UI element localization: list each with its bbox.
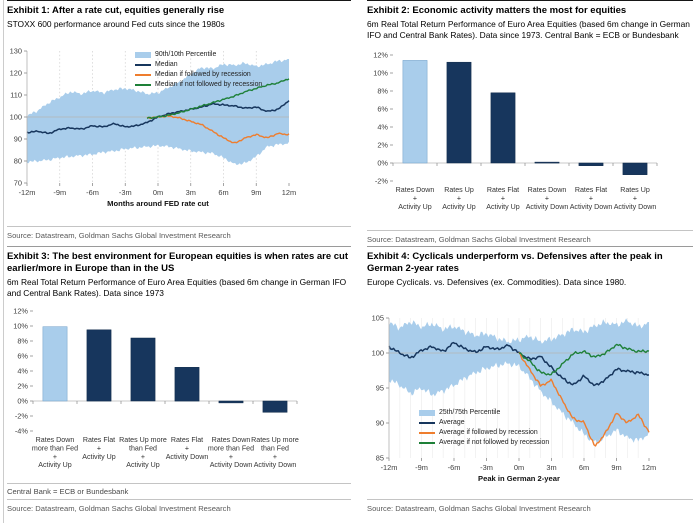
exhibit-1-subtitle: STOXX 600 performance around Fed cuts since the 1980s xyxy=(7,18,225,29)
legend-label: Average if not followed by recession xyxy=(439,438,550,446)
y-tick-label: 80 xyxy=(13,156,22,166)
legend-item xyxy=(419,409,549,418)
y-tick-label: 0% xyxy=(17,396,28,406)
exhibit-2-title: Exhibit 2: Economic activity matters the most for equities xyxy=(367,5,627,16)
chart-legend xyxy=(135,51,262,90)
x-tick-label: 9m xyxy=(251,187,262,197)
x-tick-label: 3m xyxy=(546,462,557,472)
y-tick-label: 85 xyxy=(375,453,384,463)
exhibit-3-source: Source: Datastream, Goldman Sachs Global Investment Research xyxy=(7,499,351,519)
bar xyxy=(175,367,199,401)
x-tick-label: -12m xyxy=(18,187,36,197)
legend-item xyxy=(135,71,262,80)
y-tick-label: 8% xyxy=(377,86,388,96)
x-category-label: Rates Down more than Fed + Activity Down xyxy=(207,435,255,469)
y-tick-label: -2% xyxy=(374,176,388,186)
exhibit-3-title: Exhibit 3: The best environment for European equities is when rates are cut earlier/more in Europe than in the US xyxy=(7,251,349,274)
exhibit-3-svg xyxy=(7,305,351,477)
exhibit-4-title: Exhibit 4: Cyclicals underperform vs. Defensives after the peak in German 2-year rates xyxy=(367,251,663,274)
x-category-label: Rates Down + Activity Up xyxy=(395,185,435,211)
bar xyxy=(579,163,603,166)
y-tick-label: 12% xyxy=(13,306,28,316)
exhibit-2-footer xyxy=(367,230,693,246)
y-tick-label: 4% xyxy=(377,122,388,132)
y-tick-label: 6% xyxy=(377,104,388,114)
y-tick-label: 2% xyxy=(377,140,388,150)
exhibit-1-panel xyxy=(7,0,351,246)
legend-band-swatch xyxy=(135,52,151,58)
x-tick-label: -9m xyxy=(53,187,67,197)
y-tick-label: 90 xyxy=(13,134,22,144)
panel-top-rule xyxy=(367,0,693,1)
y-tick-label: 4% xyxy=(17,366,28,376)
exhibit-4-source: Source: Datastream, Goldman Sachs Global Investment Research xyxy=(367,499,693,519)
exhibit-4-svg xyxy=(367,312,693,488)
y-tick-label: -2% xyxy=(14,411,28,421)
bar xyxy=(447,62,471,163)
legend-label: Median if followed by recession xyxy=(155,70,251,78)
exhibit-2-source: Source: Datastream, Goldman Sachs Global Investment Research xyxy=(367,230,693,246)
page-left-border xyxy=(3,0,4,523)
x-category-label: Rates Flat + Activity Down xyxy=(569,185,613,211)
exhibit-1-title: Exhibit 1: After a rate cut, equities generally rise xyxy=(7,5,225,16)
legend-label: 25th/75th Percentile xyxy=(439,408,501,416)
exhibit-3-chart xyxy=(7,305,351,482)
legend-label: Average xyxy=(439,418,465,426)
legend-line-swatch xyxy=(419,442,435,444)
exhibit-3-panel xyxy=(7,246,351,519)
exhibit-4-panel xyxy=(367,246,693,519)
y-tick-label: 130 xyxy=(9,46,22,56)
exhibit-2-svg xyxy=(367,47,693,225)
legend-band-swatch xyxy=(419,410,435,416)
legend-item xyxy=(419,439,549,448)
x-category-label: Rates Down + Activity Down xyxy=(525,185,569,211)
y-tick-label: 120 xyxy=(9,68,22,78)
legend-line-swatch xyxy=(135,74,151,76)
x-category-label: Rates Up + Activity Down xyxy=(613,185,657,211)
bar xyxy=(403,60,427,163)
x-tick-label: -3m xyxy=(480,462,493,472)
y-tick-label: 10% xyxy=(373,68,388,78)
y-tick-label: 70 xyxy=(13,178,22,188)
exhibit-1-source: Source: Datastream, Goldman Sachs Global Investment Research xyxy=(7,226,351,246)
exhibit-4-chart xyxy=(367,312,693,493)
legend-item xyxy=(419,419,549,428)
exhibit-3-footer xyxy=(7,483,351,519)
panel-top-rule xyxy=(7,0,351,1)
legend-line-swatch xyxy=(419,432,435,434)
x-tick-label: 0m xyxy=(152,187,164,197)
x-tick-label: 6m xyxy=(578,462,590,472)
legend-item xyxy=(135,51,262,60)
y-tick-label: 110 xyxy=(10,90,22,100)
exhibit-3-subtitle: 6m Real Total Return Performance of Euro Area Equities (based 6m change in German IFO and Central Bank Rates). Data since 1973 xyxy=(7,276,347,298)
legend-label: Average if followed by recession xyxy=(439,428,538,436)
exhibit-1-chart xyxy=(7,43,351,218)
x-axis-title: Peak in German 2-year xyxy=(478,473,560,483)
chart-legend xyxy=(419,409,549,448)
x-category-label: Rates Up + Activity Up xyxy=(442,185,476,211)
exhibit-4-subtitle: Europe Cyclicals. vs. Defensives (ex. Commodities). Data since 1980. xyxy=(367,276,627,287)
exhibit-1-footer xyxy=(7,226,351,246)
x-category-label: Rates Flat + Activity Down xyxy=(165,435,209,461)
y-tick-label: 8% xyxy=(17,336,28,346)
bar xyxy=(491,93,515,163)
exhibit-3-note: Central Bank = ECB or Bundesbank xyxy=(7,483,351,499)
x-tick-label: 9m xyxy=(611,462,622,472)
x-tick-label: -12m xyxy=(380,462,398,472)
legend-item xyxy=(419,429,549,438)
x-tick-label: 12m xyxy=(281,187,297,197)
bar xyxy=(43,326,67,400)
x-category-label: Rates Up more than Fed + Activity Down xyxy=(251,435,299,469)
exhibit-2-subtitle: 6m Real Total Return Performance of Euro Area Equities (based 6m change in German IFO and Central Bank Rates). Data since 1973. Central Bank = ECB or Bundesbank xyxy=(367,18,690,40)
exhibit-2-panel xyxy=(367,0,693,246)
legend-label: Median xyxy=(155,60,178,68)
bar xyxy=(87,329,111,400)
x-tick-label: -6m xyxy=(86,187,99,197)
y-tick-label: 10% xyxy=(13,321,28,331)
x-category-label: Rates Flat + Activity Up xyxy=(486,185,520,211)
legend-line-swatch xyxy=(419,422,435,424)
legend-line-swatch xyxy=(135,84,151,86)
y-tick-label: 90 xyxy=(375,418,384,428)
legend-item xyxy=(135,61,262,70)
bar xyxy=(219,401,243,403)
x-tick-label: -6m xyxy=(447,462,461,472)
x-tick-label: -9m xyxy=(415,462,428,472)
y-tick-label: 6% xyxy=(17,351,28,361)
x-category-label: Rates Down more than Fed + Activity Up xyxy=(31,435,79,469)
x-category-label: Rates Flat + Activity Up xyxy=(82,435,116,461)
x-tick-label: 0m xyxy=(513,462,525,472)
x-category-label: Rates Up more than Fed + Activity Up xyxy=(119,435,167,469)
x-tick-label: 3m xyxy=(185,187,196,197)
legend-item xyxy=(135,81,262,90)
y-tick-label: -4% xyxy=(14,426,28,436)
y-tick-label: 100 xyxy=(371,348,384,358)
bar xyxy=(623,163,647,175)
legend-label: Median if not followed by recession xyxy=(155,80,263,88)
y-tick-label: 95 xyxy=(375,383,384,393)
bar xyxy=(535,162,559,163)
bar xyxy=(131,338,155,401)
y-tick-label: 100 xyxy=(9,112,22,122)
panel-top-rule xyxy=(7,246,351,247)
x-tick-label: -3m xyxy=(118,187,132,197)
legend-label: 90th/10th Percentile xyxy=(155,50,217,58)
bar xyxy=(263,401,287,412)
exhibit-2-chart xyxy=(367,47,693,230)
exhibit-4-footer xyxy=(367,499,693,519)
x-axis-title: Months around FED rate cut xyxy=(107,198,209,208)
y-tick-label: 2% xyxy=(17,381,28,391)
panel-top-rule xyxy=(367,246,693,247)
y-tick-label: 12% xyxy=(373,50,388,60)
y-tick-label: 105 xyxy=(371,313,384,323)
legend-line-swatch xyxy=(135,64,151,66)
y-tick-label: 0% xyxy=(377,158,388,168)
x-tick-label: 12m xyxy=(641,462,657,472)
x-tick-label: 6m xyxy=(218,187,229,197)
